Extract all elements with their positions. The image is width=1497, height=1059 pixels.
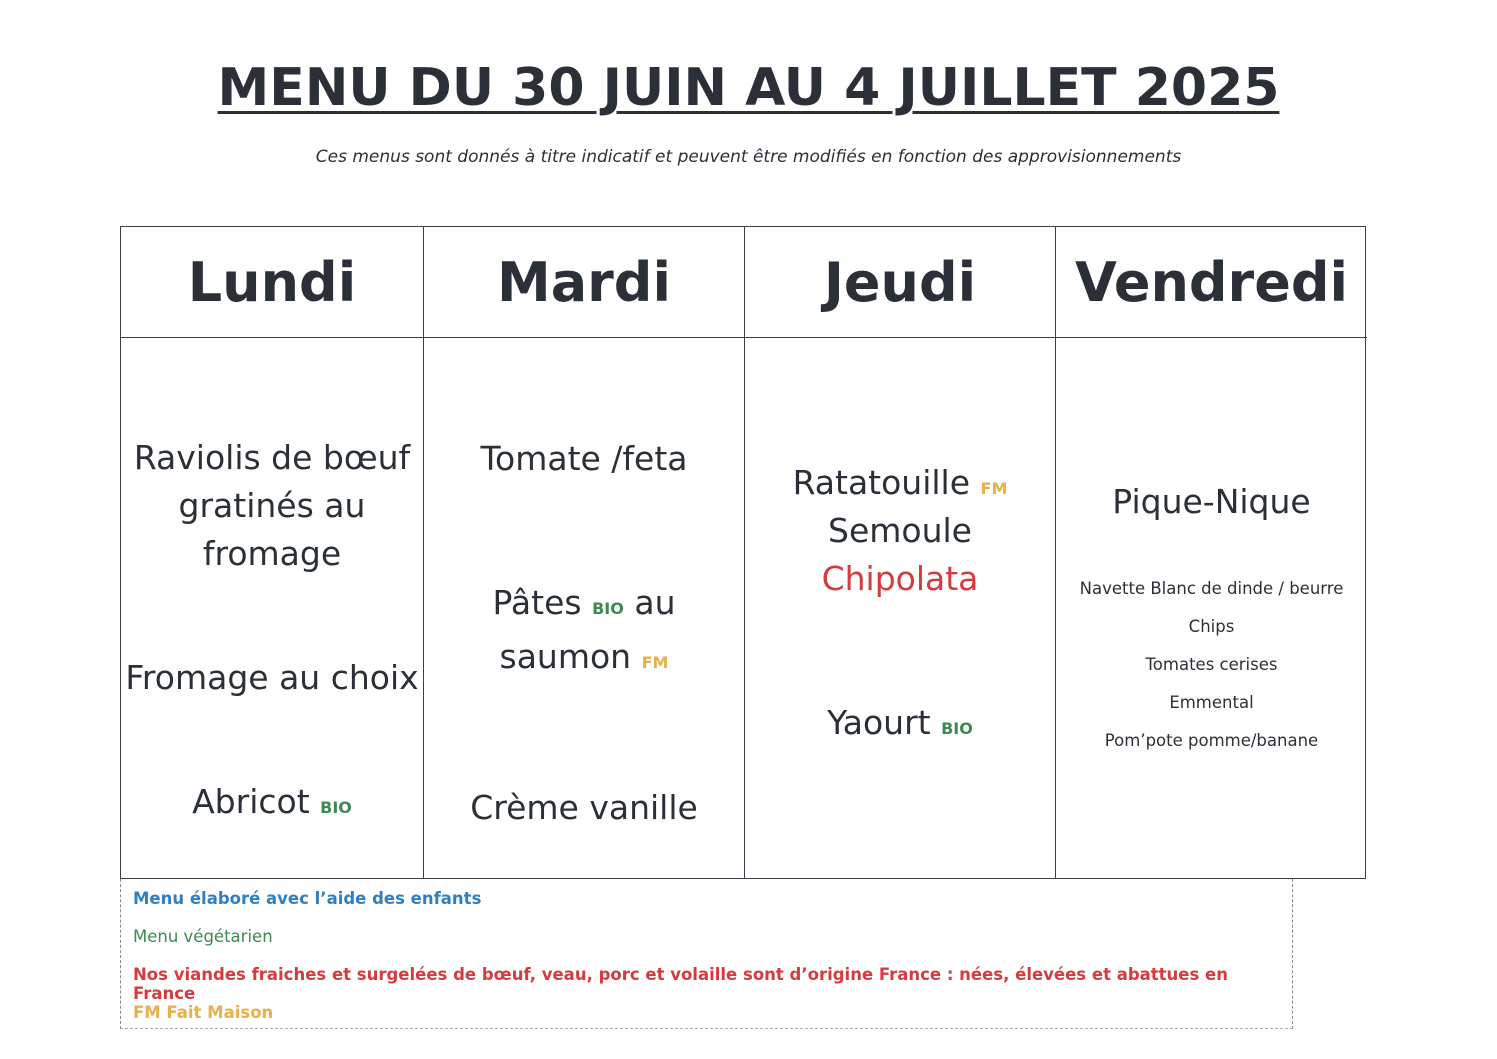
legend (120, 879, 1293, 1029)
day-header-jeudi: Jeudi (745, 227, 1055, 338)
dish-chipolata: Chipolata (821, 559, 979, 598)
legend-children: Menu élaboré avec l’aide des enfants (133, 889, 482, 908)
dish-label: Yaourt (827, 703, 931, 742)
dish-line: fromage (202, 534, 342, 573)
picnic-item: Emmental (1169, 693, 1254, 712)
dish-line (424, 579, 744, 633)
subtitle: Ces menus sont donnés à titre indicatif et peuvent être modifiés en fonction des approvisionnements (315, 147, 1182, 167)
dish-yaourt (745, 699, 1055, 753)
fm-badge: FM (980, 479, 1008, 498)
bio-badge: BIO (320, 798, 352, 817)
dish-label: Abricot (192, 782, 310, 821)
dish-label: au (634, 583, 676, 622)
day-header-vendredi: Vendredi (1056, 227, 1367, 338)
dish-label: Ratatouille (792, 463, 971, 502)
dish-raviolis (121, 434, 423, 578)
legend-homemade: FM Fait Maison (133, 1003, 274, 1022)
dish-line (424, 633, 744, 687)
dish-abricot (121, 778, 423, 832)
picnic-item: Tomates cerises (1145, 655, 1278, 674)
legend-vegetarian: Menu végétarien (133, 927, 273, 946)
dish-label: Pâtes (492, 583, 582, 622)
dish-line: gratinés au (178, 486, 366, 525)
picnic-item: Chips (1188, 617, 1235, 636)
column-mardi (423, 227, 744, 878)
bio-badge: BIO (941, 719, 973, 738)
fm-badge: FM (641, 653, 669, 672)
dish-creme-vanille: Crème vanille (470, 788, 698, 827)
column-lundi (121, 227, 423, 878)
dish-pique-nique: Pique-Nique (1112, 482, 1311, 521)
dish-fromage: Fromage au choix (125, 658, 419, 697)
page-title: MENU DU 30 JUIN AU 4 JUILLET 2025 (217, 58, 1280, 118)
picnic-item: Pom’pote pomme/banane (1104, 731, 1319, 750)
legend-origin: Nos viandes fraiches et surgelées de bœuf, veau, porc et volaille sont d’origine France : nées, élevées et abattues en France (133, 965, 1228, 1003)
dish-line: Raviolis de bœuf (133, 438, 411, 477)
dish-pates-saumon (424, 579, 744, 687)
day-header-lundi: Lundi (121, 227, 423, 338)
column-jeudi (744, 227, 1055, 878)
dish-ratatouille (745, 459, 1055, 513)
dish-semoule: Semoule (828, 511, 972, 550)
bio-badge: BIO (592, 599, 624, 618)
menu-table (120, 226, 1366, 879)
day-header-mardi: Mardi (424, 227, 744, 338)
dish-label: saumon (499, 637, 632, 676)
picnic-item: Navette Blanc de dinde / beurre (1079, 579, 1344, 598)
dish-tomate-feta: Tomate /feta (480, 439, 688, 478)
column-vendredi (1055, 227, 1367, 878)
